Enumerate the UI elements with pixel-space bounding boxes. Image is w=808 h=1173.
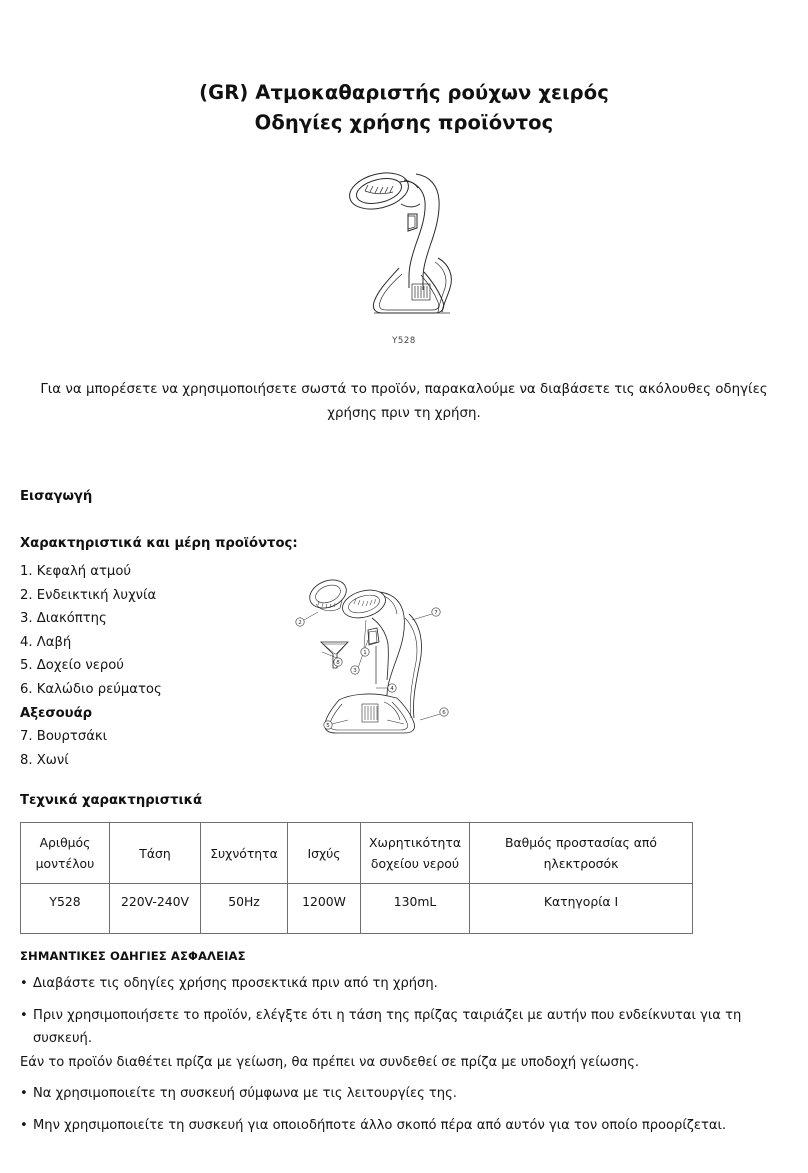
parts-diagram-figure (292, 572, 482, 761)
safety-item (20, 972, 788, 996)
column-header-power: Ισχύς (288, 823, 361, 884)
cell-model: Y528 (21, 884, 110, 934)
list-item: 4. Λαβή (20, 634, 72, 650)
accessories-heading: Αξεσουάρ (20, 705, 93, 721)
page-title (0, 78, 808, 138)
list-item: 5. Δοχείο νερού (20, 658, 124, 674)
exploded-parts-diagram (292, 572, 482, 757)
safety-item-text: Διαβάστε τις οδηγίες χρήσης προσεκτικά πριν από τη χρήση. (33, 976, 438, 991)
column-header-model: Αριθμός μοντέλου (21, 823, 110, 884)
bullet-glyph: • (20, 1007, 28, 1023)
intro-paragraph: Για να μπορέσετε να χρησιμοποιήσετε σωστά το προϊόν, παρακαλούμε να διαβάσετε τις ακόλουθες οδηγίες χρήσης πριν τη χρήση. (40, 382, 768, 421)
safety-item (20, 1004, 788, 1051)
safety-list (20, 972, 788, 1145)
title-line-2: Οδηγίες χρήσης προϊόντος (254, 111, 554, 134)
features-list (20, 560, 290, 772)
specs-table-head (21, 823, 693, 884)
table-header-row (21, 823, 693, 884)
svg-text:3: 3 (353, 668, 357, 674)
svg-text:6: 6 (442, 710, 446, 716)
title-line-1: (GR) Ατμοκαθαριστής ρούχων χειρός (199, 81, 609, 104)
svg-text:5: 5 (326, 723, 330, 729)
garment-steamer-illustration (338, 160, 470, 330)
specs-table-body (21, 884, 693, 934)
svg-text:2: 2 (298, 620, 302, 626)
bullet-glyph: • (20, 1086, 28, 1101)
safety-item-text: Πριν χρησιμοποιήσετε το προϊόν, ελέγξτε ότι η τάση της πρίζας ταιριάζει με αυτήν που ενδείκνυται για τη συσκευή. (33, 1007, 742, 1046)
list-item: 3. Διακόπτης (20, 611, 107, 627)
column-header-protection: Βαθμός προστασίας από ηλεκτροσόκ (470, 823, 693, 884)
column-header-voltage: Τάση (110, 823, 201, 884)
list-item: 2. Ενδεικτική λυχνία (20, 587, 157, 603)
introduction-heading: Εισαγωγή (20, 489, 93, 504)
cell-voltage: 220V-240V (110, 884, 201, 934)
safety-heading: ΣΗΜΑΝΤΙΚΕΣ ΟΔΗΓΙΕΣ ΑΣΦΑΛΕΙΑΣ (20, 949, 246, 963)
specs-table (20, 822, 693, 934)
safety-item (20, 1082, 788, 1106)
bullet-glyph: • (20, 1117, 28, 1133)
specs-heading: Τεχνικά χαρακτηριστικά (20, 793, 203, 808)
column-header-capacity: Χωρητικότητα δοχείου νερού (361, 823, 470, 884)
hero-caption: Y528 (392, 336, 416, 346)
list-item: 7. Βουρτσάκι (20, 729, 108, 745)
list-item: 6. Καλώδιο ρεύματος (20, 681, 162, 697)
cell-capacity: 130mL (361, 884, 470, 934)
list-item: 8. Χωνί (20, 752, 69, 768)
features-heading: Χαρακτηριστικά και μέρη προϊόντος: (20, 536, 298, 551)
list-item: 1. Κεφαλή ατμού (20, 564, 132, 579)
safety-item-continuation: Εάν το προϊόν διαθέτει πρίζα με γείωση, θα πρέπει να συνδεθεί σε πρίζα με υποδοχή γείωσης. (20, 1054, 640, 1070)
table-row (21, 884, 693, 934)
svg-text:1: 1 (363, 650, 367, 656)
cell-frequency: 50Hz (201, 884, 288, 934)
cell-protection: Κατηγορία I (470, 884, 693, 934)
safety-item (20, 1114, 788, 1138)
specs-table-wrapper (20, 822, 657, 934)
hero-product-figure (0, 160, 808, 346)
safety-item-text: Να χρησιμοποιείτε τη συσκευή σύμφωνα με τις λειτουργίες της. (33, 1086, 457, 1101)
cell-power: 1200W (288, 884, 361, 934)
svg-text:8: 8 (336, 660, 340, 666)
svg-text:4: 4 (390, 686, 394, 692)
safety-item-text: Μην χρησιμοποιείτε τη συσκευή για οποιοδήποτε άλλο σκοπό πέρα από αυτόν για τον οποίο προορίζεται. (33, 1117, 727, 1133)
column-header-frequency: Συχνότητα (201, 823, 288, 884)
svg-text:7: 7 (434, 610, 438, 616)
bullet-glyph: • (20, 976, 28, 991)
